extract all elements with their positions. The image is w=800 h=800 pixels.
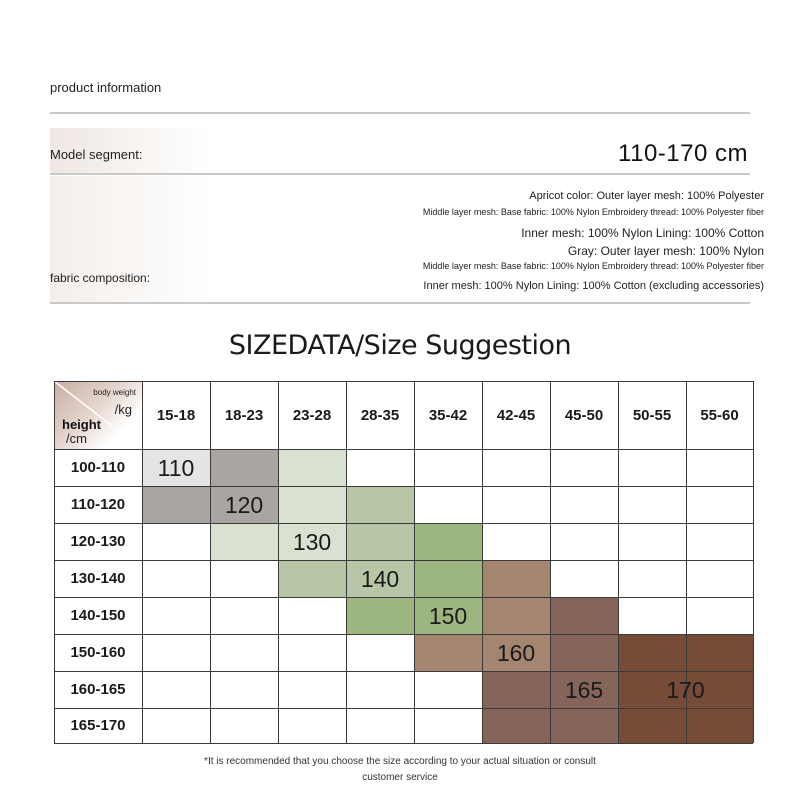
height-row-header: 130-140 [70, 570, 126, 587]
weight-column-header: 18-23 [224, 406, 264, 424]
size-label: 160 [496, 639, 536, 666]
grid-line [753, 381, 754, 743]
height-row-header: 165-170 [70, 717, 126, 734]
height-row-header: 110-120 [70, 496, 126, 513]
size-label: 165 [564, 676, 604, 703]
grid-line [54, 449, 753, 450]
footnote-line: customer service [362, 772, 438, 783]
table-corner [54, 381, 142, 449]
model-segment-label: Model segment: [50, 147, 143, 162]
weight-column-header: 55-60 [700, 406, 739, 424]
height-row-header: 100-110 [70, 459, 126, 476]
weight-column-header: 28-35 [360, 406, 400, 424]
size-label: 110 [157, 454, 195, 481]
fabric-line: Inner mesh: 100% Nylon Lining: 100% Cotton (excluding accessories) [423, 280, 764, 292]
fabric-line: Middle layer mesh: Base fabric: 100% Nylon Embroidery thread: 100% Polyester fiber [422, 207, 764, 217]
divider [50, 112, 750, 114]
size-table-title: SIZEDATA/Size Suggestion [228, 330, 572, 361]
height-label: height [62, 417, 101, 432]
fabric-line: Apricot color: Outer layer mesh: 100% Polyester [529, 190, 764, 202]
grid-line [54, 743, 753, 744]
height-row-header: 140-150 [70, 607, 126, 624]
grid-line [54, 523, 753, 524]
grid-line [54, 708, 753, 709]
fabric-composition-label: fabric composition: [50, 271, 151, 285]
size-block-120 [210, 449, 278, 486]
weight-column-header: 15-18 [156, 406, 196, 424]
weight-column-header: 50-55 [632, 406, 672, 424]
weight-column-header: 42-45 [496, 406, 536, 424]
size-label: 170 [666, 676, 705, 703]
height-row-header: 160-165 [70, 681, 126, 698]
fabric-line: Gray: Outer layer mesh: 100% Nylon [567, 244, 764, 258]
weight-label: body weight [93, 388, 136, 397]
product-info-heading: product information [50, 80, 162, 95]
size-label: 130 [292, 528, 332, 555]
weight-unit: /kg [114, 402, 132, 417]
fabric-line: Middle layer mesh: Base fabric: 100% Nylon Embroidery thread: 100% Polyester fiber [422, 261, 764, 271]
size-label: 140 [360, 565, 400, 592]
grid-line [54, 671, 753, 672]
weight-column-header: 23-28 [292, 406, 332, 424]
height-row-header: 150-160 [70, 644, 126, 661]
grid-line [54, 486, 753, 487]
divider [50, 173, 750, 175]
size-label: 150 [428, 602, 468, 629]
grid-line [54, 597, 753, 598]
grid-line [54, 634, 753, 635]
divider [50, 302, 750, 304]
weight-column-header: 35-42 [428, 406, 468, 424]
weight-column-header: 45-50 [564, 406, 604, 424]
grid-line [54, 560, 753, 561]
fabric-line: Inner mesh: 100% Nylon Lining: 100% Cotton [521, 226, 764, 240]
footnote-line: *It is recommended that you choose the size according to your actual situation or consult [204, 756, 596, 767]
height-row-header: 120-130 [70, 533, 126, 550]
size-label: 120 [224, 491, 264, 518]
height-unit: /cm [66, 431, 87, 446]
model-segment-value: 110-170 cm [618, 140, 748, 167]
